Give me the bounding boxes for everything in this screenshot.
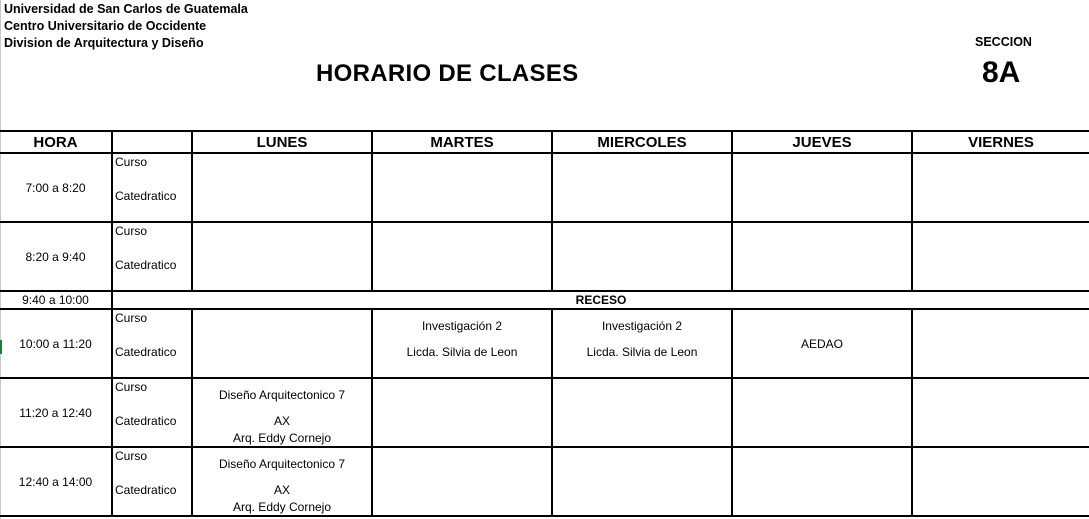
group-entry: AX <box>273 414 290 428</box>
teacher-entry: Arq. Eddy Cornejo <box>232 500 332 514</box>
course-entry: Investigación 2 <box>421 319 503 333</box>
teacher-entry: Licda. Silvia de Leon <box>406 345 518 359</box>
teacher-label: Catedratico <box>115 414 177 428</box>
column-header-lunes: LUNES <box>256 133 308 151</box>
grid-line <box>731 130 733 290</box>
grid-line <box>371 130 373 290</box>
grid-line <box>0 377 1089 379</box>
group-entry: AX <box>273 483 290 497</box>
grid-line <box>911 308 913 517</box>
course-entry: Investigación 2 <box>601 319 683 333</box>
section-value: 8A <box>982 56 1021 89</box>
time-cell: 12:40 a 14:00 <box>18 474 93 489</box>
time-cell: 8:20 a 9:40 <box>25 249 86 264</box>
course-entry: Diseño Arquitectonico 7 <box>218 457 346 471</box>
column-header-hora: HORA <box>33 133 78 151</box>
grid-line <box>0 446 1089 448</box>
column-header-jueves: JUEVES <box>792 133 852 151</box>
section-label: SECCION <box>975 35 1032 49</box>
teacher-label: Catedratico <box>115 345 177 359</box>
grid-line <box>551 130 553 290</box>
course-label: Curso <box>115 380 148 394</box>
time-cell: 7:00 a 8:20 <box>25 180 86 195</box>
grid-line <box>371 308 373 517</box>
grid-line <box>0 515 1089 517</box>
teacher-label: Catedratico <box>115 258 177 272</box>
column-header-viernes: VIERNES <box>968 133 1034 151</box>
course-label: Curso <box>115 155 148 169</box>
grid-line <box>0 221 1089 223</box>
grid-line <box>0 308 1089 310</box>
teacher-entry: Arq. Eddy Cornejo <box>232 431 332 445</box>
institution-line-3: Division de Arquitectura y Diseño <box>4 36 204 50</box>
institution-line-1: Universidad de San Carlos de Guatemala <box>4 2 248 16</box>
course-label: Curso <box>115 449 148 463</box>
time-cell: 10:00 a 11:20 <box>19 336 92 351</box>
time-cell: 11:20 a 12:40 <box>19 405 92 420</box>
column-header-martes: MARTES <box>430 133 494 151</box>
teacher-label: Catedratico <box>115 189 177 203</box>
course-label: Curso <box>115 311 148 325</box>
grid-line <box>551 308 553 517</box>
course-entry: AEDAO <box>800 336 843 351</box>
grid-line <box>191 130 193 290</box>
recess-cell: RECESO <box>575 293 627 307</box>
grid-line <box>111 130 113 517</box>
column-header-miercoles: MIERCOLES <box>597 133 687 151</box>
grid-line <box>911 130 913 290</box>
course-label: Curso <box>115 224 148 238</box>
time-cell: 9:40 a 10:00 <box>22 293 89 307</box>
teacher-label: Catedratico <box>115 483 177 497</box>
institution-line-2: Centro Universitario de Occidente <box>4 19 207 33</box>
course-entry: Diseño Arquitectonico 7 <box>218 388 346 402</box>
page-title: HORARIO DE CLASES <box>316 60 579 87</box>
teacher-entry: Licda. Silvia de Leon <box>586 345 698 359</box>
grid-line <box>0 152 1089 154</box>
